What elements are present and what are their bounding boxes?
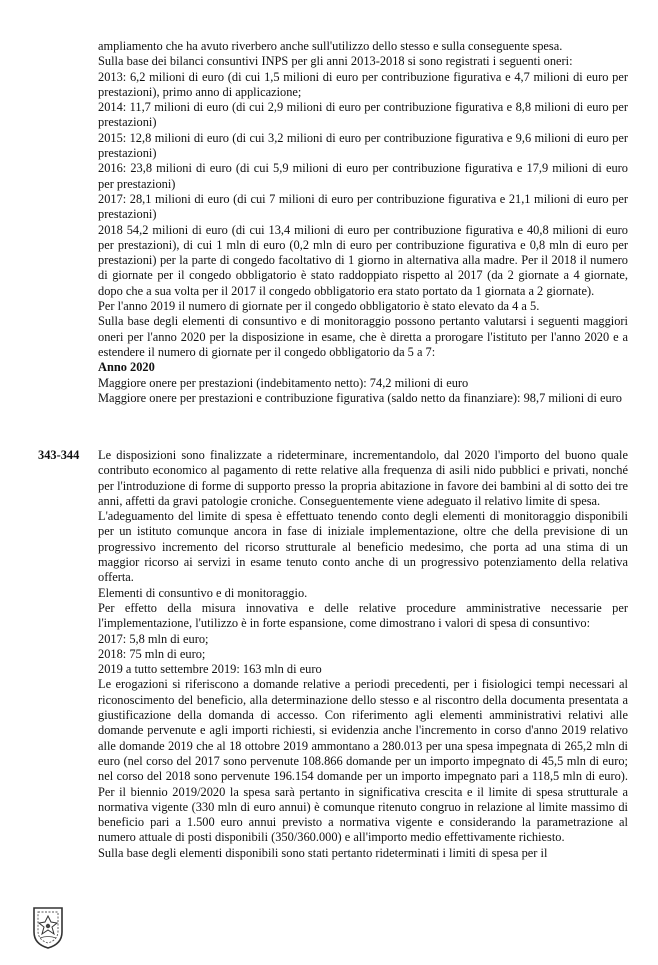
bonus-asili-nido-section — [98, 448, 628, 861]
onere-saldo-netto: Maggiore onere per prestazioni e contribuzione figurativa (saldo netto da finanziare): 98,7 milioni di euro — [98, 390, 623, 405]
paragraph-2018: 2018 54,2 milioni di euro (di cui 13,4 milioni di euro per contribuzione figurativa e 40,8 milioni di euro per prestazioni), di cui 1 mln di euro (0,2 mln di euro per contribuzione figurativa e 0,8 mln di euro per prestazioni) per la parte di congedo facoltativo di 1 giorno in alternativa alla madre. Per il 2018 il numero di giornate per il congedo obbligatorio è stato raddoppiato rispetto al 2017 (da 2 giornate a 4 giornate, dopo che a sua volta per il 2017 il congedo obbligatorio era stato portato da 1 giornata a 2 giornate). — [98, 222, 628, 298]
paragraph: ampliamento che ha avuto riverbero anche sull'utilizzo dello stesso e sulla conseguente spesa. — [98, 39, 563, 53]
section-label: 343-344 — [38, 448, 80, 462]
spesa-2018: 2018: 75 mln di euro; — [98, 646, 206, 661]
paragraph: Le disposizioni sono finalizzate a rideterminare, incrementandolo, dal 2020 l'importo del buono quale contributo economico al pagamento di rette relative alla frequenza di asili nido pubblici e privati, nonché per l'introduzione di forme di supporto presso la propria abitazione in favore dei bambini al di sotto dei tre anni, affetti da gravi patologie croniche. Conseguentemente viene adeguato il relativo limite di spesa. — [98, 448, 628, 508]
paragraph: Sulla base degli elementi di consuntivo e di monitoraggio possono pertanto valutarsi i seguenti maggiori oneri per l'anno 2020 per la disposizione in esame, che è diretta a prorogare l'istituto per l'anno 2020 e a estendere il numero di giornate per il congedo obbligatorio da 5 a 7: — [98, 314, 628, 359]
paragraph-2017: 2017: 28,1 milioni di euro (di cui 7 milioni di euro per contribuzione figurativa e 21,1 milioni di euro per prestazioni) — [98, 191, 628, 222]
paragraph-2019: Per l'anno 2019 il numero di giornate per il congedo obbligatorio è stato elevato da 4 a 5. — [98, 299, 540, 314]
paragraph: Elementi di consuntivo e di monitoraggio. — [98, 585, 308, 600]
paragraph: Le erogazioni si riferiscono a domande relative a periodi precedenti, per i fisiologici tempi necessari al riconoscimento del beneficio, alla determinazione dello stesso e al riscontro della documenta presentata a giustificazione della domanda di accesso. Con riferimento agli elementi amministrativi relativi alle domande pervenute e agli importi richiesti, si evidenzia anche l'incremento in corso d'anno 2019 relativo alle domande 2019 che al 18 ottobre 2019 ammontano a 280.013 per una spesa impegnata di 265,2 mln di euro (nel corso del 2017 sono pervenute 108.866 domande per un importo impegnato di 45,5 mln di euro; nel corso del 2018 sono pervenute 196.154 domande per un importo impegnato pari a 118,5 mln di euro). Per il biennio 2019/2020 la spesa sarà pertanto in significativa crescita e il limite di spesa strutturale a normativa vigente (330 mln di euro annui) è comunque ritenuto congruo in relazione al limite massimo di beneficio pari a 1.500 euro annui previsto a normativa vigente e considerando la parametrazione al numero attuale di posti disponibili (350/360.000) e all'importo medio effettivamente richiesto. — [98, 677, 628, 845]
spesa-2019: 2019 a tutto settembre 2019: 163 mln di euro — [98, 662, 322, 677]
official-seal-icon — [28, 902, 68, 950]
paragraph-2015: 2015: 12,8 milioni di euro (di cui 3,2 milioni di euro per contribuzione figurativa e 9,6 milioni di euro per prestazioni) — [98, 130, 628, 161]
congedo-paternita-section — [98, 39, 628, 406]
spesa-2017: 2017: 5,8 mln di euro; — [98, 631, 209, 646]
paragraph: Sulla base degli elementi disponibili sono stati pertanto rideterminati i limiti di spesa per il — [98, 845, 548, 860]
paragraph: Per effetto della misura innovativa e delle relative procedure amministrative necessarie per l'implementazione, l'utilizzo è in forte espansione, come dimostrano i valori di spesa di consuntivo: — [98, 600, 628, 631]
paragraph: L'adeguamento del limite di spesa è effettuato tenendo conto degli elementi di monitoraggio disponibili per un istituto comunque ancora in fase di iniziale implementazione, oltre che della previsione di un progressivo incremento del ricorso strutturale al beneficio medesimo, che porta ad una stima di un maggior ricorso ai servizi in esame tenuto conto anche di un progressivo potenziamento della relativa offerta. — [98, 509, 628, 585]
paragraph-2013: 2013: 6,2 milioni di euro (di cui 1,5 milioni di euro per contribuzione figurativa e 4,7 milioni di euro per prestazioni), primo anno di applicazione; — [98, 69, 628, 99]
year-heading: Anno 2020 — [98, 360, 155, 375]
paragraph-2016: 2016: 23,8 milioni di euro (di cui 5,9 milioni di euro per contribuzione figurativa e 17,9 milioni di euro per prestazioni) — [98, 161, 628, 191]
paragraph-2014: 2014: 11,7 milioni di euro (di cui 2,9 milioni di euro per contribuzione figurativa e 8,8 milioni di euro per prestazioni) — [98, 100, 628, 130]
paragraph: Sulla base dei bilanci consuntivi INPS per gli anni 2013-2018 si sono registrati i seguenti oneri: — [98, 54, 573, 69]
onere-indebitamento: Maggiore onere per prestazioni (indebitamento netto): 74,2 milioni di euro — [98, 375, 469, 390]
